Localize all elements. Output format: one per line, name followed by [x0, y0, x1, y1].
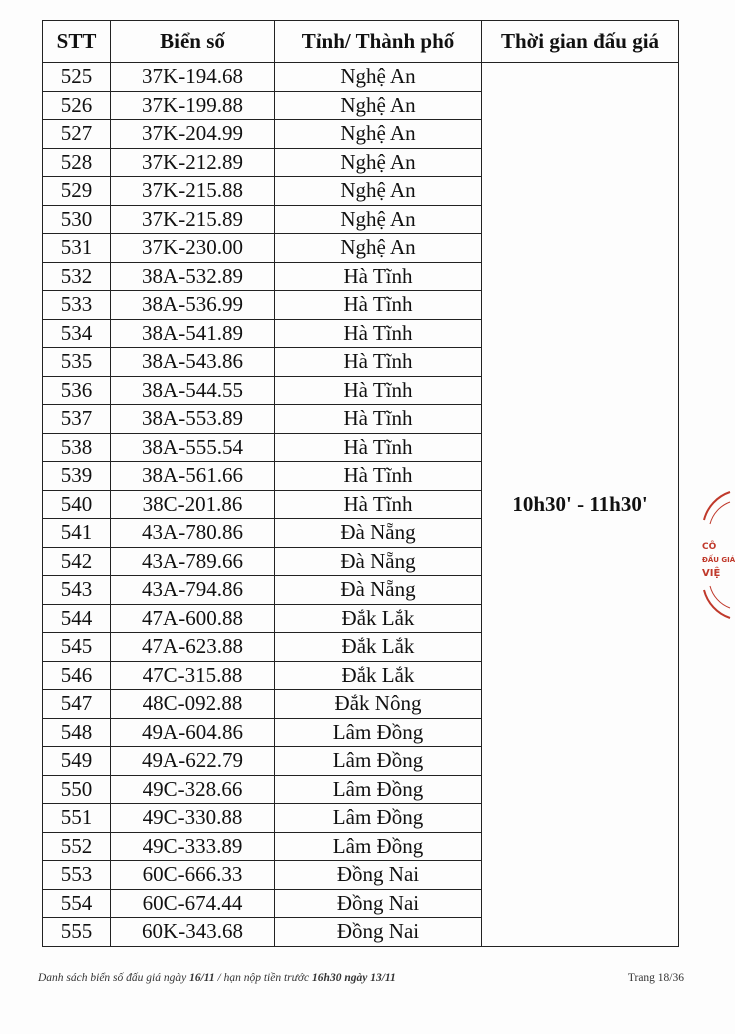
cell-province: Hà Tĩnh — [275, 376, 482, 405]
cell-stt: 553 — [43, 861, 111, 890]
cell-province: Đà Nẵng — [275, 547, 482, 576]
footer-prefix: Danh sách biển số đấu giá ngày — [38, 972, 187, 984]
cell-stt: 529 — [43, 177, 111, 206]
stamp-text-2: ĐẤU GIÁ — [702, 556, 735, 564]
cell-plate: 37K-215.89 — [111, 205, 275, 234]
cell-province: Đà Nẵng — [275, 576, 482, 605]
cell-plate: 38A-536.99 — [111, 291, 275, 320]
cell-plate: 38A-543.86 — [111, 348, 275, 377]
cell-province: Đồng Nai — [275, 861, 482, 890]
footer-auction-date: 16/11 — [189, 972, 215, 984]
cell-province: Lâm Đồng — [275, 804, 482, 833]
cell-plate: 38A-555.54 — [111, 433, 275, 462]
cell-province: Đắk Lắk — [275, 661, 482, 690]
cell-province: Lâm Đồng — [275, 747, 482, 776]
cell-stt: 549 — [43, 747, 111, 776]
cell-plate: 43A-789.66 — [111, 547, 275, 576]
cell-stt: 525 — [43, 63, 111, 92]
cell-stt: 544 — [43, 604, 111, 633]
cell-stt: 528 — [43, 148, 111, 177]
cell-stt: 541 — [43, 519, 111, 548]
cell-province: Nghệ An — [275, 63, 482, 92]
cell-stt: 534 — [43, 319, 111, 348]
cell-province: Hà Tĩnh — [275, 433, 482, 462]
cell-plate: 60C-666.33 — [111, 861, 275, 890]
cell-plate: 49A-604.86 — [111, 718, 275, 747]
cell-stt: 532 — [43, 262, 111, 291]
header-plate: Biển số — [111, 21, 275, 63]
cell-stt: 543 — [43, 576, 111, 605]
cell-province: Hà Tĩnh — [275, 262, 482, 291]
cell-province: Đắk Nông — [275, 690, 482, 719]
cell-stt: 540 — [43, 490, 111, 519]
cell-stt: 526 — [43, 91, 111, 120]
header-stt: STT — [43, 21, 111, 63]
table-body — [43, 63, 679, 947]
header-province: Tỉnh/ Thành phố — [275, 21, 482, 63]
cell-province: Hà Tĩnh — [275, 462, 482, 491]
cell-plate: 49A-622.79 — [111, 747, 275, 776]
cell-plate: 38A-553.89 — [111, 405, 275, 434]
cell-plate: 37K-199.88 — [111, 91, 275, 120]
cell-province: Hà Tĩnh — [275, 291, 482, 320]
cell-plate: 38A-532.89 — [111, 262, 275, 291]
cell-stt: 554 — [43, 889, 111, 918]
cell-province: Đồng Nai — [275, 889, 482, 918]
stamp-text-1: CÔ — [702, 542, 717, 552]
cell-province: Đắk Lắk — [275, 604, 482, 633]
cell-plate: 47A-600.88 — [111, 604, 275, 633]
cell-stt: 531 — [43, 234, 111, 263]
cell-province: Nghệ An — [275, 91, 482, 120]
cell-stt: 535 — [43, 348, 111, 377]
cell-plate: 43A-794.86 — [111, 576, 275, 605]
cell-plate: 37K-212.89 — [111, 148, 275, 177]
cell-province: Lâm Đồng — [275, 718, 482, 747]
cell-plate: 37K-215.88 — [111, 177, 275, 206]
cell-stt: 539 — [43, 462, 111, 491]
cell-plate: 48C-092.88 — [111, 690, 275, 719]
cell-province: Lâm Đồng — [275, 775, 482, 804]
cell-plate: 38A-544.55 — [111, 376, 275, 405]
cell-plate: 37K-194.68 — [111, 63, 275, 92]
cell-province: Nghệ An — [275, 205, 482, 234]
cell-stt: 537 — [43, 405, 111, 434]
cell-province: Nghệ An — [275, 148, 482, 177]
cell-time-slot: 10h30' - 11h30' — [482, 63, 679, 947]
cell-province: Hà Tĩnh — [275, 405, 482, 434]
cell-province: Đồng Nai — [275, 918, 482, 947]
cell-plate: 38A-561.66 — [111, 462, 275, 491]
cell-stt: 548 — [43, 718, 111, 747]
table-row — [43, 63, 679, 92]
cell-province: Đắk Lắk — [275, 633, 482, 662]
auction-table — [42, 20, 679, 947]
cell-stt: 551 — [43, 804, 111, 833]
cell-plate: 37K-204.99 — [111, 120, 275, 149]
cell-stt: 538 — [43, 433, 111, 462]
footer-note: Danh sách biển số đấu giá ngày 16/11 / hạn nộp tiền trước 16h30 ngày 13/11 — [38, 972, 396, 984]
cell-province: Đà Nẵng — [275, 519, 482, 548]
cell-province: Hà Tĩnh — [275, 490, 482, 519]
cell-plate: 37K-230.00 — [111, 234, 275, 263]
cell-province: Nghệ An — [275, 177, 482, 206]
stamp-text-3: VIỆ — [702, 568, 721, 579]
cell-plate: 49C-333.89 — [111, 832, 275, 861]
page-number: Trang 18/36 — [627, 972, 684, 984]
table-header-row — [43, 21, 679, 63]
cell-stt: 547 — [43, 690, 111, 719]
footer-middle: hạn nộp tiền trước — [223, 972, 310, 984]
cell-plate: 47C-315.88 — [111, 661, 275, 690]
cell-stt: 530 — [43, 205, 111, 234]
cell-stt: 527 — [43, 120, 111, 149]
cell-plate: 38A-541.89 — [111, 319, 275, 348]
cell-plate: 47A-623.88 — [111, 633, 275, 662]
cell-plate: 49C-330.88 — [111, 804, 275, 833]
cell-plate: 60K-343.68 — [111, 918, 275, 947]
cell-province: Nghệ An — [275, 234, 482, 263]
cell-stt: 542 — [43, 547, 111, 576]
cell-stt: 552 — [43, 832, 111, 861]
cell-stt: 555 — [43, 918, 111, 947]
cell-stt: 550 — [43, 775, 111, 804]
cell-stt: 536 — [43, 376, 111, 405]
cell-stt: 546 — [43, 661, 111, 690]
cell-province: Nghệ An — [275, 120, 482, 149]
cell-province: Lâm Đồng — [275, 832, 482, 861]
cell-plate: 49C-328.66 — [111, 775, 275, 804]
seal-stamp-icon — [696, 490, 730, 620]
cell-stt: 533 — [43, 291, 111, 320]
header-time: Thời gian đấu giá — [482, 21, 679, 63]
cell-plate: 60C-674.44 — [111, 889, 275, 918]
cell-stt: 545 — [43, 633, 111, 662]
footer-deadline: 16h30 ngày 13/11 — [312, 972, 396, 984]
cell-plate: 43A-780.86 — [111, 519, 275, 548]
cell-province: Hà Tĩnh — [275, 348, 482, 377]
cell-province: Hà Tĩnh — [275, 319, 482, 348]
cell-plate: 38C-201.86 — [111, 490, 275, 519]
